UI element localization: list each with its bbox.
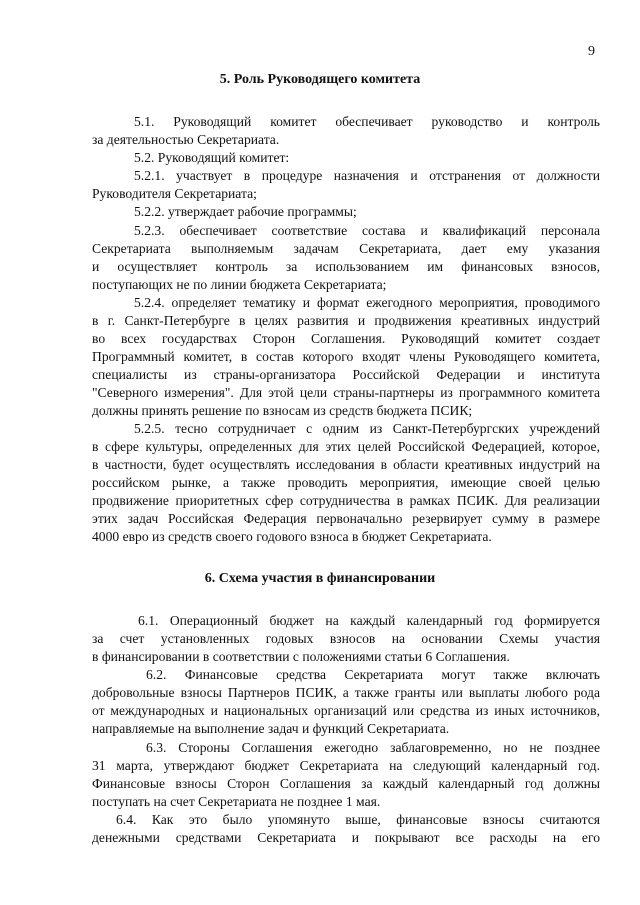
text-line: Финансовые взносы Сторон Соглашения за каждый календарный год должны xyxy=(92,776,600,791)
text-line: 6.4. Как это было упомянуто выше, финансовые взносы считаются xyxy=(116,812,600,827)
section-5-heading: 5. Роль Руководящего комитета xyxy=(219,72,421,87)
text-line: "Северного измерения". Для этой цели страны-партнеры из программного комитета xyxy=(92,385,600,400)
text-line: продвижение приоритетных сфер сотрудничества в рамках ПСИК. Для реализации xyxy=(92,493,600,508)
text-line: 6.1. Операционный бюджет на каждый календарный год формируется xyxy=(138,613,600,628)
text-line: Руководителя Секретариата; xyxy=(92,186,257,201)
text-line: Секретариата выполняемым задачам Секретариата, дает ему указания xyxy=(92,241,600,256)
text-line: направляемые на выполнение задач и функций Секретариата. xyxy=(92,721,450,736)
text-line: должны принять решение по взносам из средств бюджета ПСИК; xyxy=(92,403,473,418)
text-line: 5.1. Руководящий комитет обеспечивает руководство и контроль xyxy=(134,114,600,129)
text-line: поступать на счет Секретариата не позднее 1 мая. xyxy=(92,794,381,809)
text-line: 6.2. Финансовые средства Секретариата могут также включать xyxy=(146,667,600,682)
text-line: 5.2.3. обеспечивает соответствие состава и квалификаций персонала xyxy=(134,223,600,238)
text-line: 6.3. Стороны Соглашения ежегодно заблаговременно, но не позднее xyxy=(146,740,600,755)
text-line: 31 марта, утверждают бюджет Секретариата на следующий календарный год. xyxy=(92,758,600,773)
text-line: в сфере культуры, определенных для этих целей Российской Федерацией, которое, xyxy=(92,439,600,454)
text-line: в финансировании в соответствии с положениями статьи 6 Соглашения. xyxy=(92,649,510,664)
text-line: 4000 евро из средств своего годового взноса в бюджет Секретариата. xyxy=(92,529,492,544)
text-line: поступающих не по линии бюджета Секретариата; xyxy=(92,277,387,292)
text-line: в частности, будет осуществлять исследования в области креативных индустрий на xyxy=(92,457,600,472)
text-line: 5.2.2. утверждает рабочие программы; xyxy=(134,204,357,219)
text-line: 5.2.1. участвует в процедуре назначения и отстранения от должности xyxy=(134,168,600,183)
text-line: во всех государствах Сторон Соглашения. Руководящий комитет создает xyxy=(92,331,600,346)
text-line: за деятельностью Секретариата. xyxy=(92,132,280,147)
text-line: денежными средствами Секретариата и покрывают все расходы на его xyxy=(92,830,600,845)
text-line: специалисты из страны-организатора Российской Федерации и института xyxy=(92,367,600,382)
text-line: 5.2.4. определяет тематику и формат ежегодного мероприятия, проводимого xyxy=(134,295,600,310)
text-line: за счет установленных годовых взносов на основании Схемы участия xyxy=(92,631,600,646)
text-line: 5.2. Руководящий комитет: xyxy=(134,150,290,165)
page-number: 9 xyxy=(588,44,595,59)
text-line: добровольные взносы Партнеров ПСИК, а также гранты или выплаты любого рода xyxy=(92,685,600,700)
text-line: в г. Санкт-Петербурге в целях развития и продвижения креативных индустрий xyxy=(92,313,600,328)
text-line: и осуществляет контроль за использованием им финансовых взносов, xyxy=(92,259,600,274)
section-6-heading: 6. Схема участия в финансировании xyxy=(204,571,436,586)
text-line: этих задач Российская Федерация первоначально резервирует сумму в размере xyxy=(92,511,600,526)
text-line: от международных и национальных организаций или средства из иных источников, xyxy=(92,703,600,718)
text-line: российском рынке, а также проводить мероприятия, имеющие своей целью xyxy=(92,475,600,490)
text-line: 5.2.5. тесно сотрудничает с одним из Санкт-Петербургских учреждений xyxy=(134,421,600,436)
text-line: Программный комитет, в состав которого входят члены Руководящего комитета, xyxy=(92,349,600,364)
